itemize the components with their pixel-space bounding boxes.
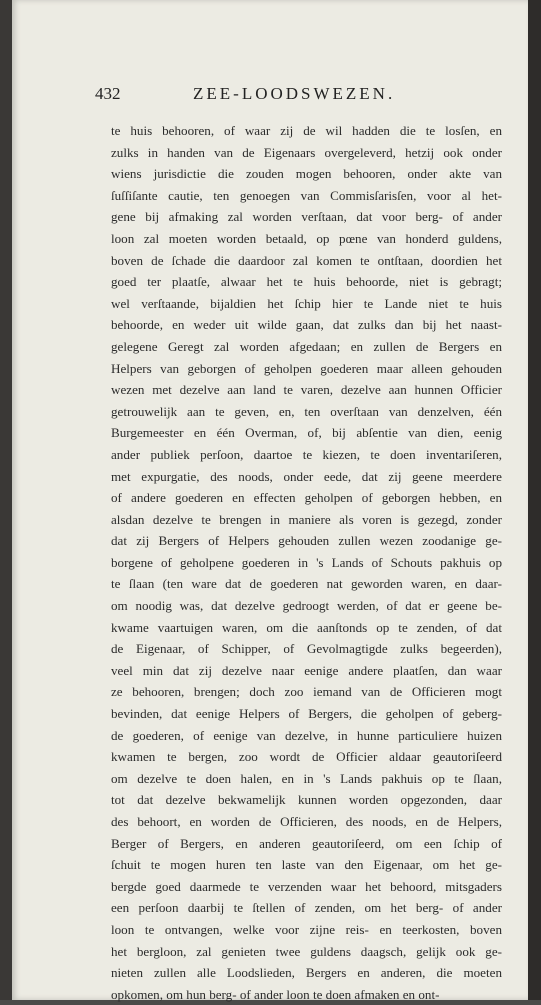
- text-line: dat zij Bergers of Helpers gehouden zullen wezen zoodanige ge-: [111, 533, 502, 549]
- text-line: gene bij afmaking zal worden verſtaan, dat voor berg- of ander: [111, 209, 502, 225]
- text-line: veel min dat zij dezelve naar eenige andere plaatſen, dan waar: [111, 662, 502, 678]
- text-line: zulks in handen van de Eigenaars overgeleverd, hetzij ook onder: [111, 144, 502, 160]
- text-line: het bergloon, zal genieten twee guldens daagsch, gelijk ook ge-: [111, 943, 502, 959]
- text-line: bergde goed daarmede te verzenden waar het behoord, mitsgaders: [111, 878, 502, 894]
- text-line: loon zal moeten worden betaald, op pœne van honderd guldens,: [111, 230, 502, 246]
- text-line: getrouwelijk aan te geven, en, ten overſtaan van denzelven, één: [111, 403, 502, 419]
- text-line: tot dat dezelve bekwamelijk kunnen worden opgezonden, daar: [111, 792, 502, 808]
- text-line: met expurgatie, des noods, onder eede, dat zij geene meerdere: [111, 468, 502, 484]
- text-line: Helpers van geborgen of geholpen goederen maar alleen gehouden: [111, 360, 502, 376]
- text-line: de goederen, of eenige van dezelve, in hunne particuliere huizen: [111, 727, 502, 743]
- text-line: om dezelve te doen halen, en in 's Lands pakhuis op te ſlaan,: [111, 770, 502, 786]
- text-line: kwamen te bergen, zoo wordt de Officier aldaar geautoriſeerd: [111, 749, 502, 765]
- text-line: om noodig was, dat dezelve gedroogt werden, of dat er geene be-: [111, 598, 502, 614]
- text-line: gelegene Geregt zal worden afgedaan; en zullen de Bergers en: [111, 338, 502, 354]
- text-line: alsdan dezelve te brengen in maniere als voren is gezegd, zonder: [111, 511, 502, 527]
- text-line: opkomen, om hun berg- of ander loon te doen afmaken en ont-: [111, 986, 440, 1002]
- page-number: 432: [95, 84, 121, 103]
- text-line: nieten zullen alle Loodslieden, Bergers en anderen, die moeten: [111, 965, 502, 981]
- text-line: loon te ontvangen, welke voor zijne reis- en teerkosten, boven: [111, 921, 502, 937]
- text-line: kwame vaartuigen waren, om die aanſtonds op te zenden, of dat: [111, 619, 502, 635]
- text-line: de Eigenaar, of Schipper, of Gevolmagtigde zulks begeerden),: [111, 641, 502, 657]
- text-line: ander publiek perſoon, daartoe te kiezen, te doen inventariſeren,: [111, 446, 502, 462]
- text-line: te ſlaan (ten ware dat de goederen nat geworden waren, en daar-: [111, 576, 502, 592]
- text-line: Burgemeester en één Overman, of, bij abſentie van dien, eenig: [111, 425, 502, 441]
- text-line: bevinden, dat eenige Helpers of Bergers, die geholpen of geberg-: [111, 706, 502, 722]
- text-line: boven de ſchade die daardoor zal komen te ontſtaan, doordien het: [111, 252, 502, 268]
- text-line: des behoort, en worden de Officieren, des noods, en de Helpers,: [111, 814, 502, 829]
- page-edge-shadow: [528, 0, 541, 1000]
- running-title: ZEE-LOODSWEZEN.: [193, 84, 396, 103]
- text-line: behoorde, en weder uit wilde gaan, dat zulks dan bij het naast-: [111, 317, 502, 333]
- text-line: Berger of Bergers, en anderen geautoriſeerd, om een ſchip of: [111, 835, 502, 851]
- text-line: ſchuit te mogen huren ten laste van den Eigenaar, om het ge-: [111, 857, 502, 873]
- text-line: borgene of geholpene goederen in 's Lands of Schouts pakhuis op: [111, 554, 502, 570]
- text-line: te huis behooren, of waar zij de wil hadden die te losſen, en: [111, 123, 502, 138]
- text-line: wel verſtaande, bijaldien het ſchip hier te Lande niet te huis: [111, 295, 502, 311]
- page-header: [95, 84, 425, 110]
- text-line: ze behooren, brengen; doch zoo iemand van de Officieren mogt: [111, 684, 502, 700]
- text-line: of andere goederen en effecten geholpen of geborgen hebben, en: [111, 490, 502, 506]
- body-text: [111, 120, 502, 1005]
- text-line: goed ter plaatſe, alwaar het te huis behoorde, niet is gebragt;: [111, 274, 502, 290]
- text-line: een perſoon daarbij te ſtellen of zenden, om het berg- of ander: [111, 900, 502, 916]
- text-line: ſuſſiſante cautie, ten genoegen van Commisſarisſen, voor al het-: [111, 187, 502, 203]
- text-line: wiens jurisdictie die zouden mogen behooren, onder akte van: [111, 166, 502, 182]
- text-line: wezen met dezelve aan land te varen, dezelve aan hunnen Officier: [111, 382, 502, 398]
